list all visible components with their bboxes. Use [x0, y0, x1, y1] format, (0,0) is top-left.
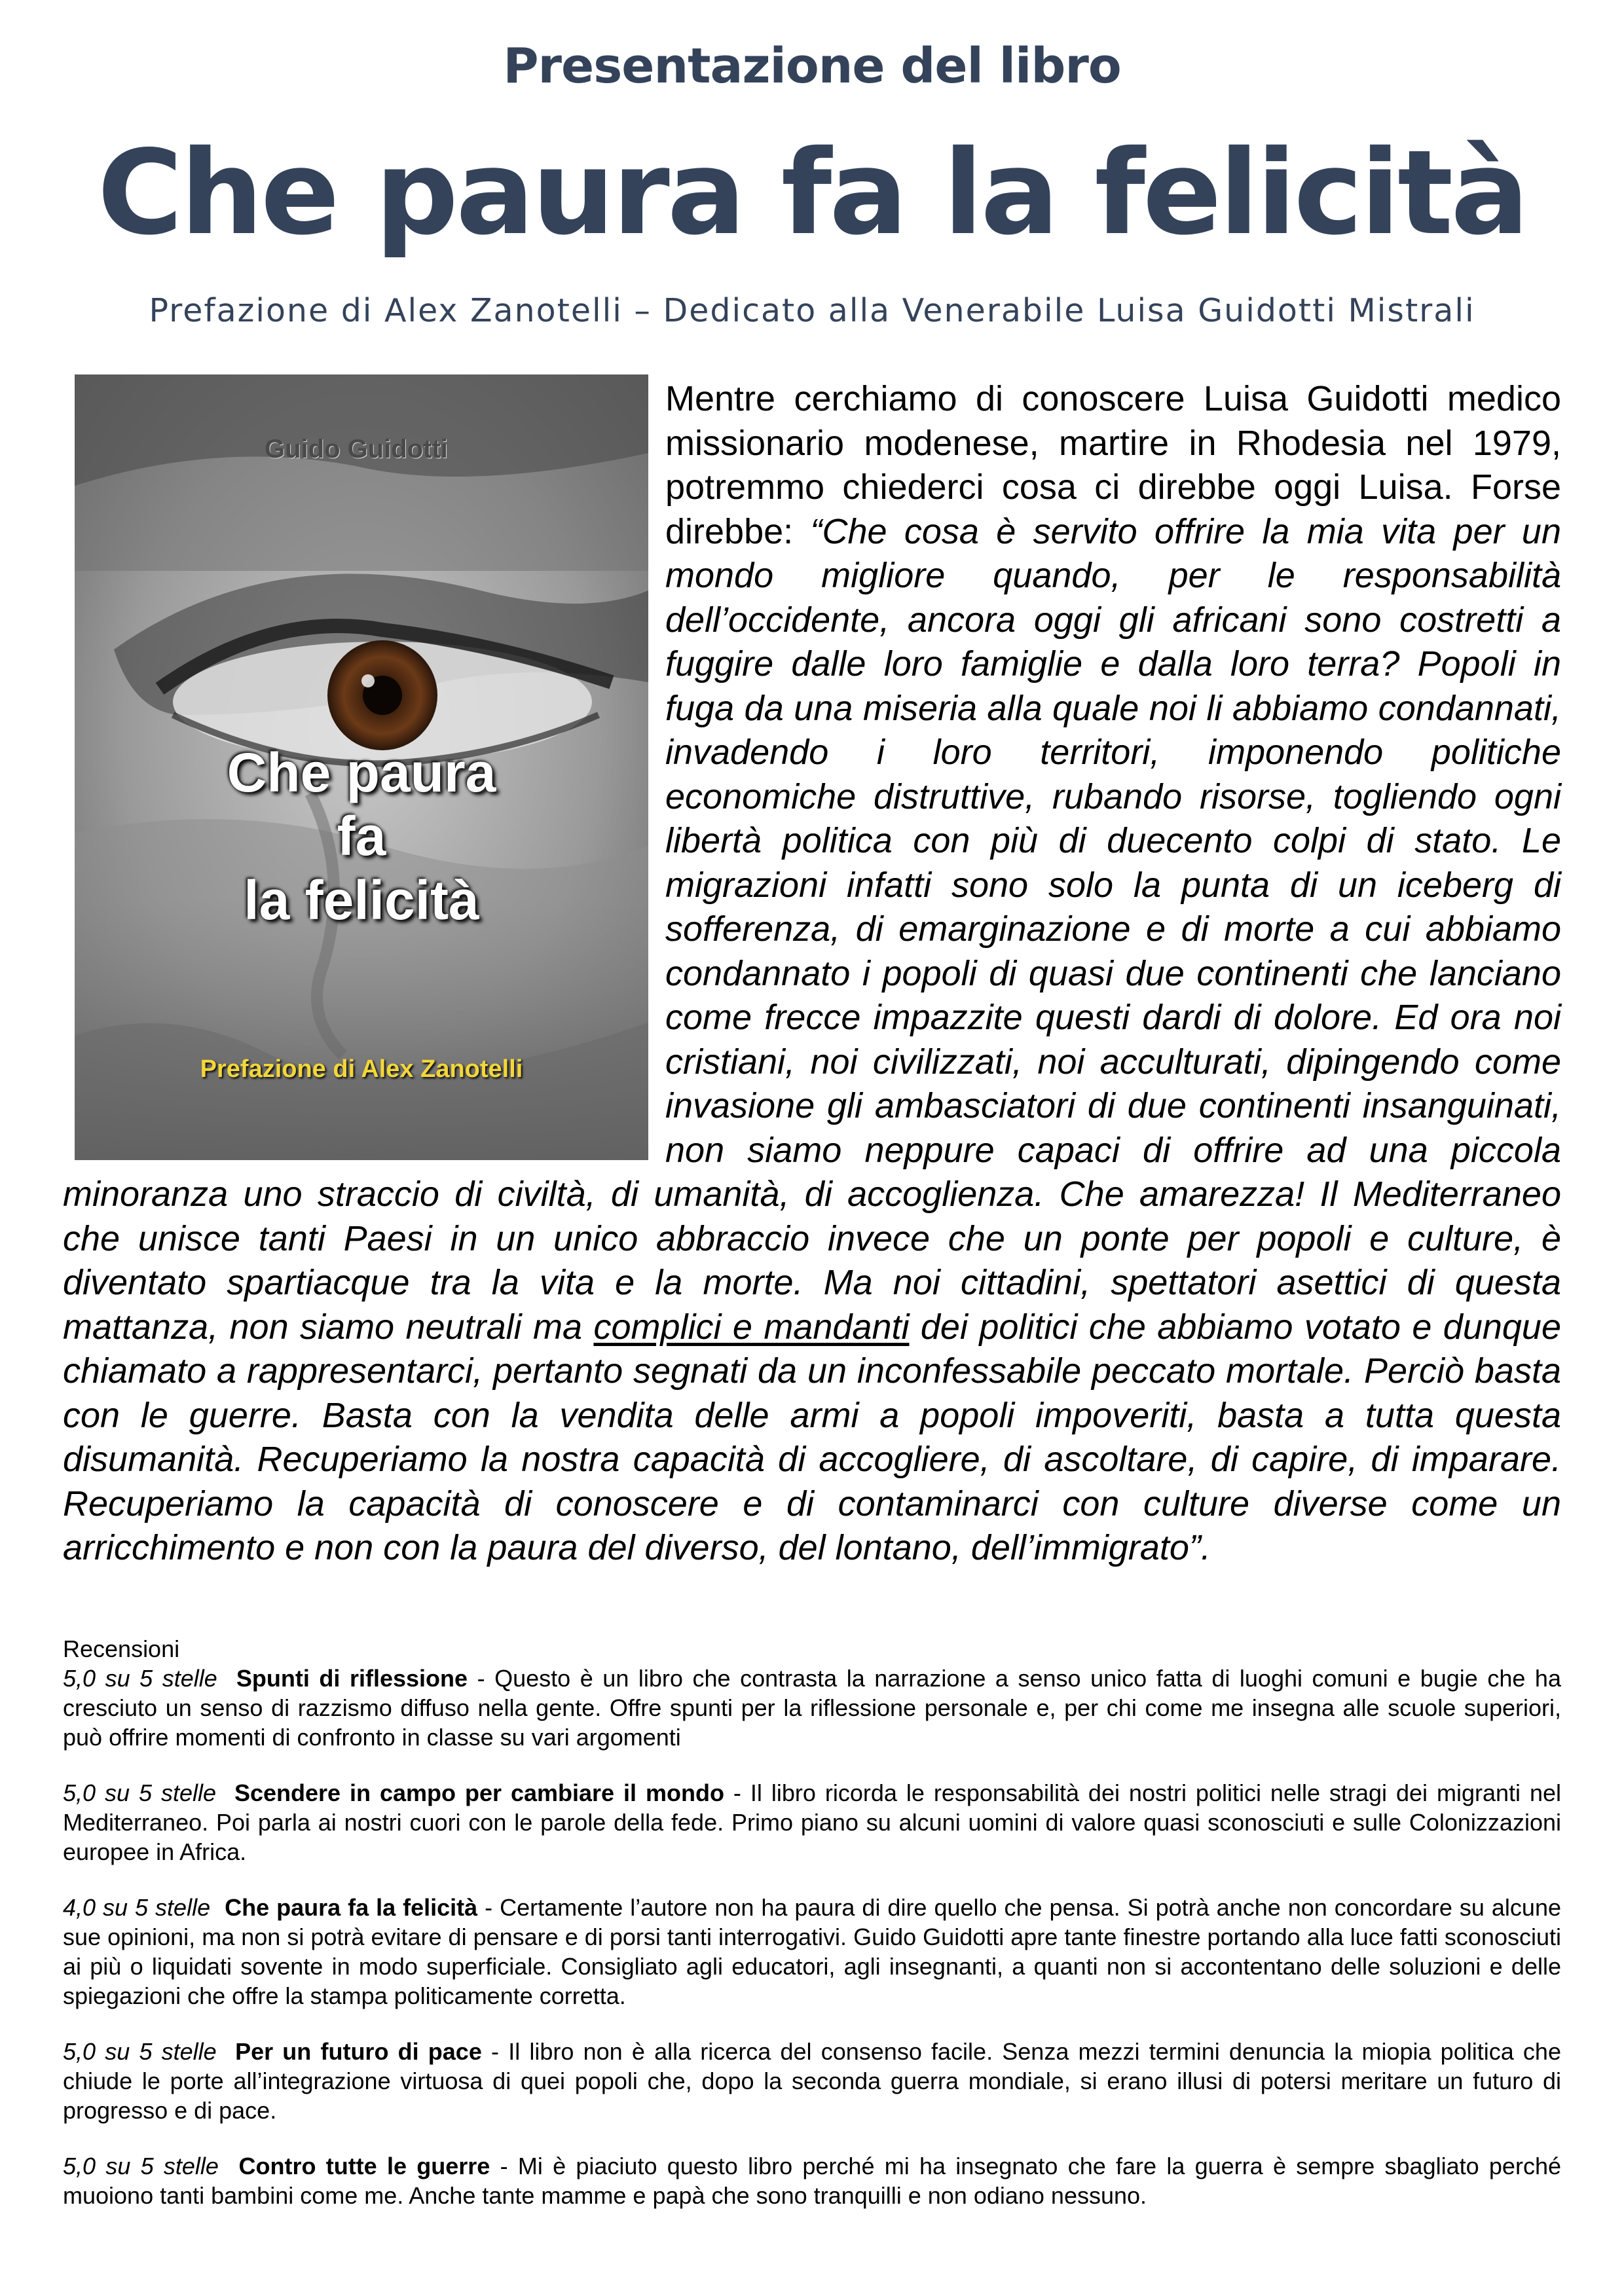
cover-preface: Prefazione di Alex Zanotelli: [200, 1055, 523, 1083]
reviews-section: [63, 1634, 1561, 2236]
review-title: Contro tutte le guerre: [238, 2153, 490, 2179]
cover-title-line-1: Che paura: [227, 742, 496, 803]
review-text: - Mi è piaciuto questo libro perché mi ha insegnato che fare la guerra è sempre sbagliato perché muoiono tanti bambini come me. Anche tante mamme e papà che sono tranquilli e non odiano nessuno.: [63, 2153, 1561, 2209]
main-text-quote-part2: dei politici che abbiamo votato e dunque chiamato a rappresentarci, pertanto segnati da un inconfessabile peccato mortale. Perciò basta con le guerre. Basta con la vendita delle armi a popoli impoveriti, basta a tutta questa disumanità. Recuperiamo la nostra capacità di accogliere, di ascoltare, di capire, di imparare. Recuperiamo la capacità di conoscere e di contaminarci con culture diverse come un arricchimento e non con la paura del diverso, del lontano, dell’immigrato”.: [63, 1307, 1561, 1567]
main-text-quote-part1: “Che cosa è servito offrire la mia vita per un mondo migliore quando, per le responsabilità dell’occidente, ancora oggi gli africani sono costretti a fuggire dalle loro famiglie e dalla loro terra? Popoli in fuga da una miseria alla quale noi li abbiamo condannati, invadendo i loro territori, imponendo politiche economiche distruttive, rubando risorse, togliendo ogni libertà politica con più di duecento colpi di stato. Le migrazioni infatti sono solo la punta di un iceberg di sofferenza, di emarginazione e di morte a cui abbiamo condannato i popoli di quasi due continenti che lanciano come frecce impazzite questi dardi di dolore. Ed ora noi cristiani, noi civilizzati, noi acculturati, dipingendo come invasione gli ambasciatori di due continenti insanguinati, non siamo neppure capaci di offrire ad una piccola minoranza uno straccio di civiltà, di umanità, di accoglienza. Che amarezza! Il Mediterraneo che unisce tanti Paesi in un unico abbraccio invece che un ponte per popoli e culture, è diventato spartiacque tra la vita e la morte. Ma noi cittadini, spettatori asettici di questa mattanza, non siamo neutrali ma: [63, 511, 1561, 1347]
review-text: - Questo è un libro che contrasta la narrazione a senso unico fatta di luoghi comuni e bugie che ha cresciuto un senso di razzismo diffuso nella gente. Offre spunti per la riflessione personale e, per chi come me insegna alle scuole superiori, può offrire momenti di confronto in classe su vari argomenti: [63, 1665, 1561, 1751]
page-title: Che paura fa la felicità: [97, 125, 1527, 261]
reviews-heading: Recensioni: [63, 1635, 180, 1662]
review-text: - Certamente l’autore non ha paura di dire quello che pensa. Si potrà anche non concordare su alcune sue opinioni, ma non si potrà evitare di pensare e di porsi tanti interrogativi. Guido Guidotti apre tante finestre portando alla luce fatti sconosciuti ai più o liquidati sovente in modo superficiale. Consigliato agli educatori, agli insegnanti, a quanti non si accontentano delle soluzioni e delle spiegazioni che offre la stampa politicamente corretta.: [63, 1894, 1561, 2009]
cover-title-line-3: la felicità: [244, 869, 479, 931]
review-title: Scendere in campo per cambiare il mondo: [234, 1779, 724, 1806]
review-title: Che paura fa la felicità: [225, 1894, 478, 1921]
review-item: [63, 1664, 1561, 1752]
review-rating: 5,0 su 5 stelle: [63, 1665, 217, 1692]
review-text: - Il libro non è alla ricerca del consenso facile. Senza mezzi termini denuncia la miopia politica che chiude le porte all’integrazione virtuosa di quei popoli che, dopo la seconda guerra mondiale, si erano illusi di potersi meritare un futuro di progresso e di pace.: [63, 2038, 1561, 2124]
review-rating: 5,0 su 5 stelle: [63, 2038, 217, 2065]
review-title: Per un futuro di pace: [235, 2038, 482, 2065]
review-title: Spunti di riflessione: [236, 1665, 468, 1692]
review-item: [63, 1893, 1561, 2011]
review-item: [63, 1778, 1561, 1867]
review-rating: 5,0 su 5 stelle: [63, 1779, 217, 1806]
review-rating: 4,0 su 5 stelle: [63, 1894, 211, 1921]
review-text: - Il libro ricorda le responsabilità dei nostri politici nelle stragi dei migranti nel Mediterraneo. Poi parla ai nostri cuori con le parole della fede. Primo piano su alcuni uomini di valore quasi sconosciuti e sulle Colonizzazioni europee in Africa.: [63, 1779, 1562, 1865]
main-text-intro: Mentre cerchiamo di conoscere Luisa Guidotti medico missionario modenese, martire in Rhodesia nel 1979, potremmo chiederci cosa ci direbbe oggi Luisa. Forse direbbe:: [665, 379, 1561, 551]
cover-title: [75, 741, 648, 932]
review-item: [63, 2151, 1561, 2210]
page-kicker: Presentazione del libro: [503, 38, 1121, 94]
cover-title-line-2: fa: [337, 805, 386, 867]
page-subtitle: Prefazione di Alex Zanotelli – Dedicato alla Venerabile Luisa Guidotti Mistrali: [149, 292, 1475, 329]
main-text-quote-underlined: complici e mandanti: [593, 1307, 910, 1347]
review-rating: 5,0 su 5 stelle: [63, 2153, 219, 2179]
book-cover-image: [75, 374, 648, 1160]
cover-author: Guido Guidotti: [265, 435, 448, 464]
review-item: [63, 2037, 1561, 2125]
